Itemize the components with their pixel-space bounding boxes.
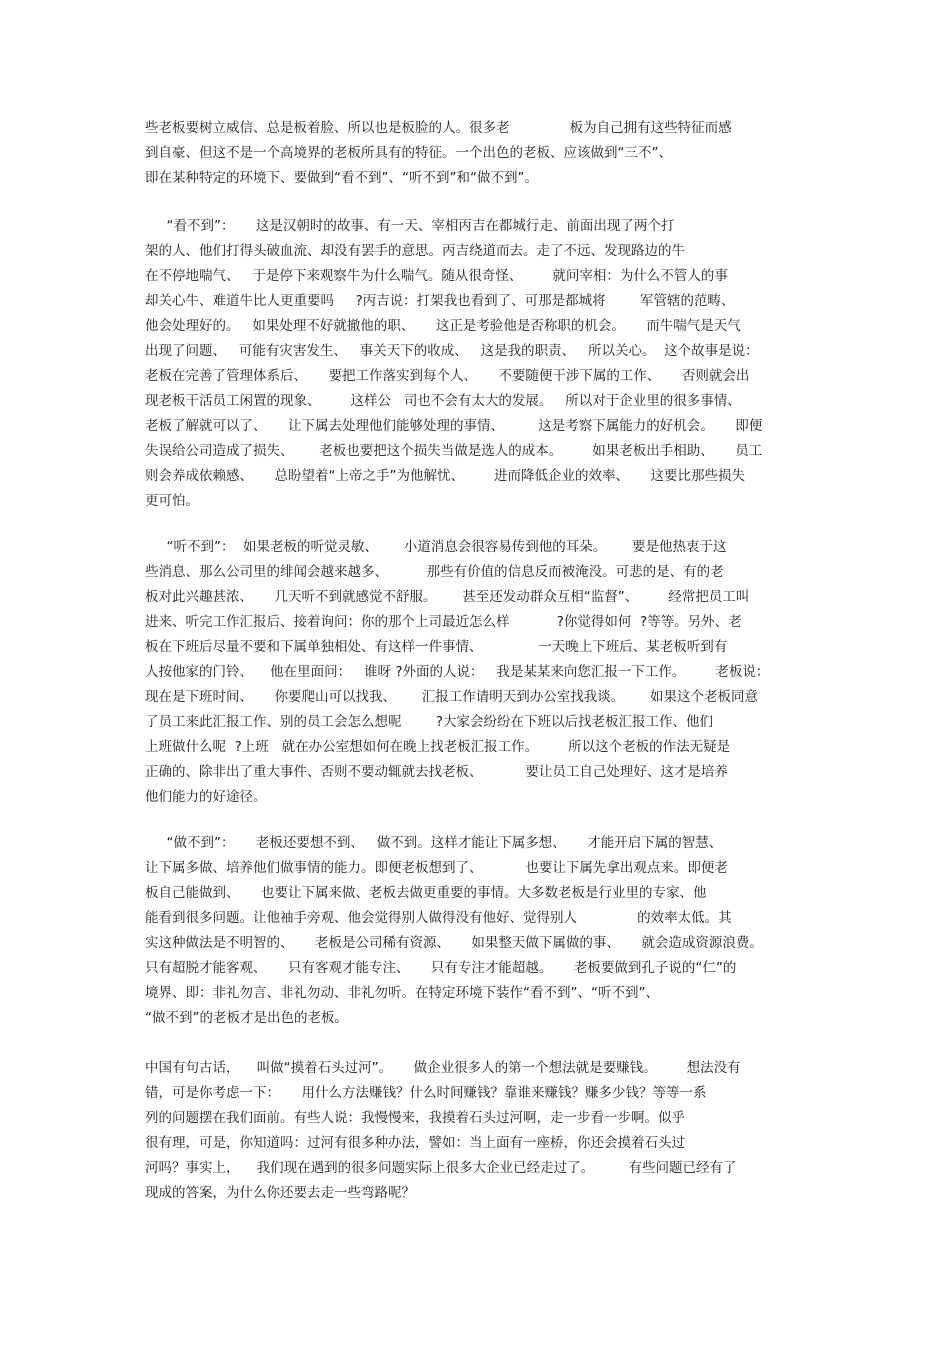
text-line: “看不到”： 这是汉朝时的故事、有一天、宰相丙吉在都城行走、前面出现了两个打 — [145, 218, 675, 234]
text-line: 更可怕。 — [145, 493, 199, 509]
text-line: 进来、听完工作汇报后、接着询问：你的那个上司最近怎么样 ?你觉得如何 ?等等。另外、老 — [145, 614, 742, 630]
text-line: 只有超脱才能客观、 只有客观才能专注、 只有专注才能超越。 老板要做到孔子说的“仁”的 — [145, 960, 737, 976]
text-line: 中国有句古话， 叫做“摸着石头过河”。 做企业很多人的第一个想法就是要赚钱。 想法没有 — [145, 1060, 741, 1076]
text-line: 现老板干活员工闲置的现象、 这样公 司也不会有太大的发展。 所以对于企业里的很多事情、 — [145, 393, 741, 409]
paragraph-crossing-river — [145, 1056, 805, 1206]
paragraph-intro — [145, 116, 805, 191]
text-line: 让下属多做、培养他们做事情的能力。即便老板想到了、 也要让下属先拿出观点来。即便老 — [145, 860, 728, 876]
paragraph-do-nothing — [145, 831, 805, 1031]
text-line: 他们能力的好途径。 — [145, 789, 267, 805]
text-line: 河吗？事实上， 我们现在遇到的很多问题实际上很多大企业已经走过了。 有些问题已经有了 — [145, 1160, 737, 1176]
text-line: 实这种做法是不明智的、 老板是公司稀有资源、 如果整天做下属做的事、 就会造成资源浪费。 — [145, 935, 763, 951]
text-line: 板自己能做到、 也要让下属来做、老板去做更重要的事情。大多数老板是行业里的专家、他 — [145, 885, 707, 901]
text-line: 到自豪、但这不是一个高境界的老板所具有的特征。一个出色的老板、应该做到“三不”、 — [145, 145, 672, 161]
text-line: 架的人、他们打得头破血流、却没有罢手的意思。丙吉绕道而去。走了不远、发现路边的牛 — [145, 243, 685, 259]
text-line: 错，可是你考虑一下： 用什么方法赚钱？什么时间赚钱？靠谁来赚钱？赚多少钱？等等一系 — [145, 1085, 707, 1101]
text-line: 老板在完善了管理体系后、 要把工作落实到每个人、 不要随便干涉下属的工作、 否则就会出 — [145, 368, 750, 384]
text-line: 出现了问题、 可能有灾害发生、 事关天下的收成、 这是我的职责、 所以关心。 这个故事是说： — [145, 343, 759, 359]
text-line: “做不到”的老板才是出色的老板。 — [145, 1010, 348, 1026]
text-line: 则会养成依赖感、 总盼望着“上帝之手”为他解忧、 进而降低企业的效率、 这要比那些损失 — [145, 468, 745, 484]
text-line: 失误给公司造成了损失、 老板也要把这个损失当做是选人的成本。 如果老板出手相助、 员工 — [145, 443, 763, 459]
text-line: 现成的答案，为什么你还要去走一些弯路呢？ — [145, 1185, 415, 1201]
text-line: 上班做什么呢 ?上班 就在办公室想如何在晚上找老板汇报工作。 所以这个老板的作法无疑是 — [145, 739, 731, 755]
text-line: 板对此兴趣甚浓、 几天听不到就感觉不舒服。 甚至还发动群众互相“监督”、 经常把员工叫 — [145, 589, 750, 605]
paragraph-hear-nothing — [145, 535, 805, 810]
text-line: 些消息、那么公司里的绯闻会越来越多、 那些有价值的信息反而被淹没。可悲的是、有的老 — [145, 564, 724, 580]
text-line: 现在是下班时间、 你要爬山可以找我、 汇报工作请明天到办公室找我谈。 如果这个老板同意 — [145, 689, 758, 705]
text-line: “做不到”： 老板还要想不到、 做不到。这样才能让下属多想、 才能开启下属的智慧、 — [145, 835, 723, 851]
text-line: 境界、即：非礼勿言、非礼勿动、非礼勿听。在特定环境下装作“看不到”、“听不到”、 — [145, 985, 659, 1001]
text-line: 在不停地喘气、 于是停下来观察牛为什么喘气。随从很奇怪、 就问宰相：为什么不管人的事 — [145, 268, 728, 284]
text-line: 些老板要树立威信、总是板着脸、所以也是板脸的人。很多老 板为自己拥有这些特征而感 — [145, 120, 732, 136]
text-line: 正确的、除非出了重大事件、否则不要动辄就去找老板、 要让员工自己处理好、这才是培养 — [145, 764, 728, 780]
text-line: “听不到”： 如果老板的听觉灵敏、 小道消息会很容易传到他的耳朵。 要是他热衷于这 — [145, 539, 727, 555]
text-line: 人按他家的门铃、 他在里面问： 谁呀 ?外面的人说： 我是某某来向您汇报一下工作。 老板说： — [145, 664, 770, 680]
text-line: 即在某种特定的环境下、要做到“看不到”、“听不到”和“做不到”。 — [145, 170, 538, 186]
text-line: 他会处理好的。 如果处理不好就撤他的职、 这正是考验他是否称职的机会。 而牛喘气是天气 — [145, 318, 741, 334]
text-line: 老板了解就可以了、 让下属去处理他们能够处理的事情、 这是考察下属能力的好机会。 即便 — [145, 418, 763, 434]
text-line: 了员工来此汇报工作、别的员工会怎么想呢 ?大家会纷纷在下班以后找老板汇报工作、他们 — [145, 714, 713, 730]
text-line: 板在下班后尽量不要和下属单独相处、有这样一件事情、 一天晚上下班后、某老板听到有 — [145, 639, 728, 655]
text-line: 列的问题摆在我们面前。有些人说：我慢慢来，我摸着石头过河啊，走一步看一步啊。似乎 — [145, 1110, 685, 1126]
text-line: 能看到很多问题。让他袖手旁观、他会觉得别人做得没有他好、觉得别人 的效率太低。其 — [145, 910, 732, 926]
text-line: 很有理，可是，你知道吗：过河有很多种办法，譬如：当上面有一座桥，你还会摸着石头过 — [145, 1135, 685, 1151]
paragraph-see-nothing — [145, 214, 805, 514]
text-line: 却关心牛、难道牛比人更重要吗 ?丙吉说：打架我也看到了、可那是都城将 军管辖的范畴、 — [145, 293, 735, 309]
